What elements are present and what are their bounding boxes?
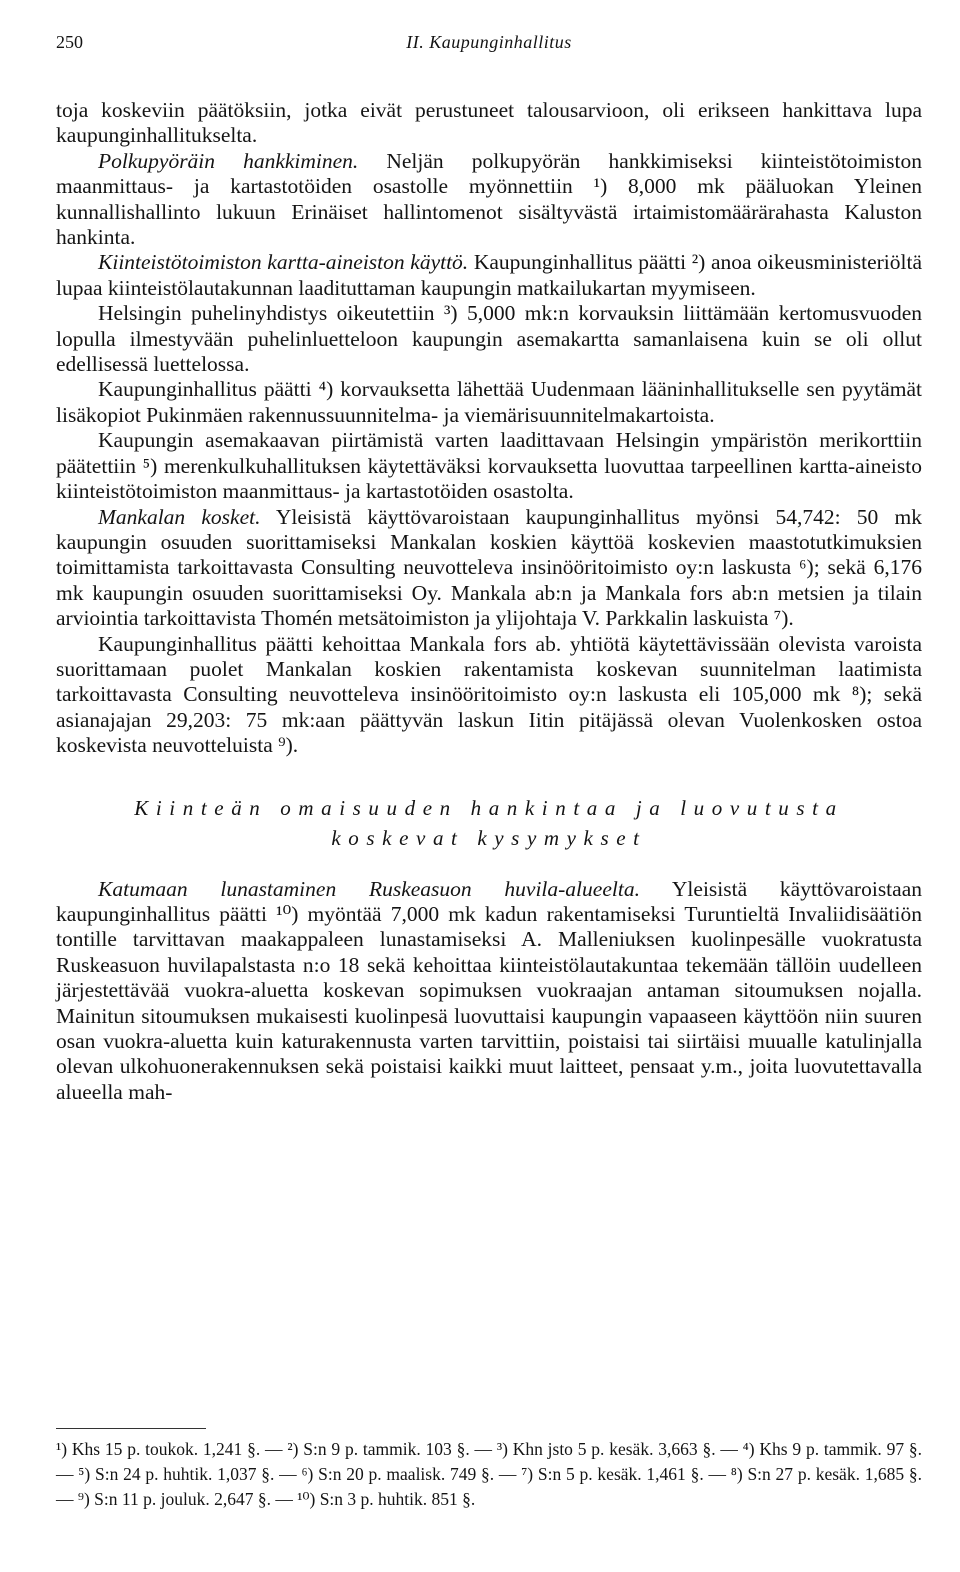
section-heading-line: Kiinteän omaisuuden hankintaa ja luovutusta bbox=[134, 795, 844, 820]
paragraph: Mankalan kosket. Yleisistä käyttövaroistaan kaupunginhallitus myönsi 54,742: 50 mk kaupungin osuuden suorittamiseksi Mankalan koskien käyttöä koskevien maastotutkimuksien toimittamista tarkoittavasta Consulting neuvotteleva insinööritoimisto oy:n laskusta ⁶); sekä 6,176 mk kaupungin osuuden suorittamiseksi Oy. Mankala ab:n ja Mankala fors ab:n metsien ja tilain arviointia tarkoittavista Thomén metsätoimiston ja ylijohtaja V. Parkkalin laskuista ⁷). bbox=[56, 504, 922, 631]
paragraph: Polkupyöräin hankkiminen. Neljän polkupyörän hankkimiseksi kiinteistötoimiston maanmittaus- ja kartastotöiden osastolle myönnettiin ¹) 8,000 mk pääluokan Yleinen kunnallishallinto lukuun Erinäiset hallintomenot sisältyvästä irtaimistomäärärahasta Kaluston hankinta. bbox=[56, 148, 922, 250]
document-body bbox=[56, 98, 922, 1105]
paragraph-heading: Katumaan lunastaminen Ruskeasuon huvila-alueelta. bbox=[98, 876, 640, 901]
paragraph-heading: Mankalan kosket. bbox=[98, 504, 261, 529]
page-number: 250 bbox=[56, 32, 83, 52]
page-header bbox=[56, 32, 922, 62]
paragraph: Kaupunginhallitus päätti kehoittaa Mankala fors ab. yhtiötä käytettävissään olevista varoista suorittamaan puolet Mankalan koskien rakentamista koskevan suunnitelman laatimista tarkoittavasta Consulting neuvotteleva insinööritoimisto oy:n laskusta eli 105,000 mk ⁸); sekä asianajajan 29,203: 75 mk:aan päättyvän laskun Iitin pitäjässä olevan Vuolenkosken ostoa koskevista neuvotteluista ⁹). bbox=[56, 631, 922, 758]
paragraph: Kaupungin asemakaavan piirtämistä varten laadittavaan Helsingin ympäristön merikorttiin päätettiin ⁵) merenkulkuhallituksen käytettäväksi korvauksetta luovuttaa tarpeellinen kartta-aineisto kiinteistötoimiston maanmittaus- ja kartastotöiden osastolta. bbox=[56, 428, 922, 504]
paragraph: Kaupunginhallitus päätti ⁴) korvauksetta lähettää Uudenmaan lääninhallitukselle sen pyytämät lisäkopiot Pukinmäen rakennussuunnitelma- ja viemärisuunnitelmakartoista. bbox=[56, 377, 922, 427]
paragraph-heading: Polkupyöräin hankkiminen. bbox=[98, 148, 359, 173]
paragraph-heading: Kiinteistötoimiston kartta-aineiston käyttö. bbox=[98, 250, 469, 275]
document-page bbox=[56, 32, 922, 62]
paragraph: Katumaan lunastaminen Ruskeasuon huvila-alueelta. Yleisistä käyttövaroistaan kaupunginhallitus päätti ¹⁰) myöntää 7,000 mk kadun rakentamiseksi Turuntieltä Invaliidisäätiön tontille tarvittavan maakappaleen lunastamiseksi A. Malleniuksen kuolinpesälle vuokratusta Ruskeasuon huvilapalstasta n:o 18 sekä kehoittaa kiinteistölautakuntaa tekemään tällöin uudelleen järjestettävää vuokra-aluetta koskevan sopimuksen vuokraajan antaman sitoumuksen nojalla. Mainitun sitoumuksen mukaisesti kuolinpesä luovuttaisi kaupungin vapaaseen käyttöön niin suuren osan vuokra-aluetta kuin katurakennusta varten tarvittiin, poistaisi tai siirtäisi muualle katulinjalla olevan ulkohuonerakennuksen sekä poistaisi kaikki muut laitteet, pensaat y.m., joita luovutettavalla alueella mah- bbox=[56, 876, 922, 1104]
footnote-text: ¹) Khs 15 p. toukok. 1,241 §. — ²) S:n 9 p. tammik. 103 §. — ³) Khn jsto 5 p. kesäk. 3,663 §. — ⁴) Khs 9 p. tammik. 97 §. — ⁵) S:n 24 p. huhtik. 1,037 §. — ⁶) S:n 20 p. maalisk. 749 §. — ⁷) S:n 5 p. kesäk. 1,461 §. — ⁸) S:n 27 p. kesäk. 1,685 §. — ⁹) S:n 11 p. jouluk. 2,647 §. — ¹⁰) S:n 3 p. huhtik. 851 §. bbox=[56, 1439, 922, 1509]
paragraph: Helsingin puhelinyhdistys oikeutettiin ³) 5,000 mk:n korvauksin liittämään kertomusvuoden lopulla ilmestyvään puhelinluetteloon kaupungin asemakartta samanlaisena kuin se oli ollut edellisessä luettelossa. bbox=[56, 301, 922, 377]
section-heading bbox=[56, 793, 922, 853]
footnote-divider bbox=[56, 1428, 206, 1429]
running-title: II. Kaupunginhallitus bbox=[406, 32, 572, 52]
section-heading-line: koskevat kysymykset bbox=[331, 825, 647, 850]
footnotes bbox=[56, 1437, 922, 1512]
paragraph: toja koskeviin päätöksiin, jotka eivät perustuneet talousarvioon, oli erikseen hankittava lupa kaupunginhallitukselta. bbox=[56, 98, 922, 148]
paragraph: Kiinteistötoimiston kartta-aineiston käyttö. Kaupunginhallitus päätti ²) anoa oikeusministeriöltä lupaa kiinteistölautakunnan laadituttaman kaupungin matkailukartan myymiseen. bbox=[56, 250, 922, 300]
